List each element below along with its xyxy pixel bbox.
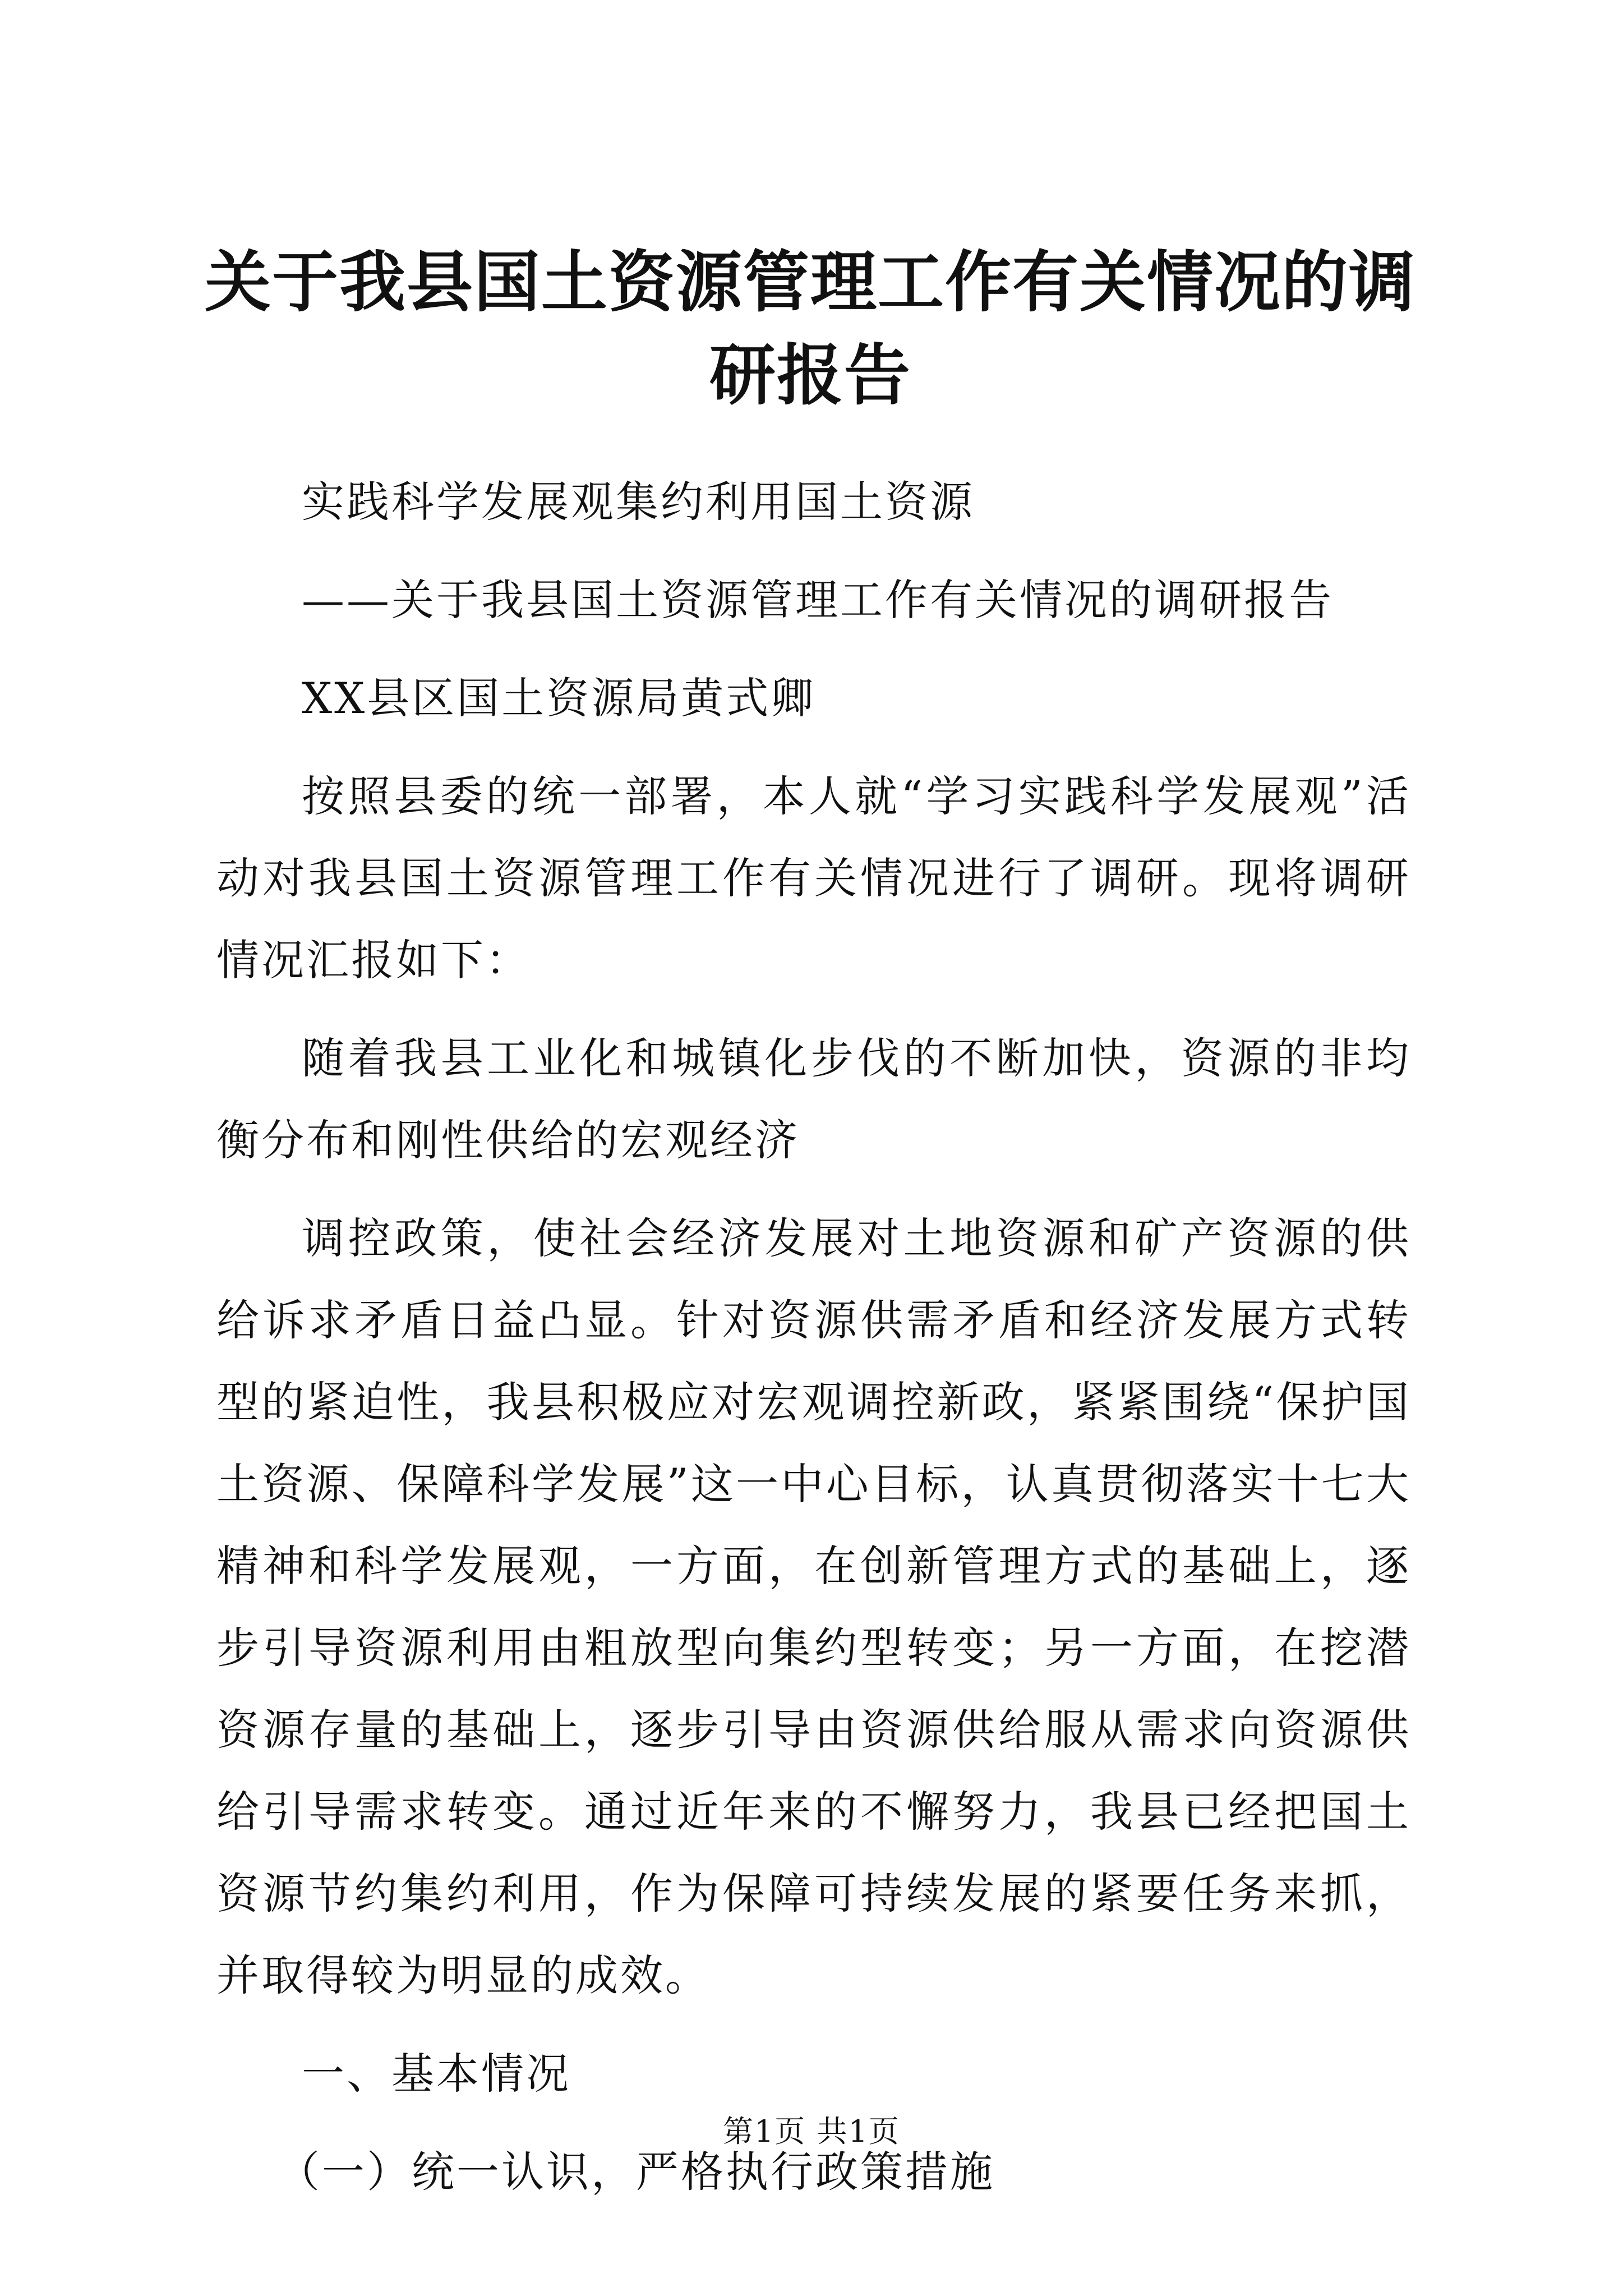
section-heading: 一、基本情况	[302, 2049, 571, 2099]
document-title: 关于我县国土资源管理工作有关情况的调研报告	[204, 243, 1416, 414]
intro-paragraph: 按照县委的统一部署，本人就“学习实践科学发展观”活动对我县国土资源管理工作有关情况进行了调研。现将调研情况汇报如下：	[216, 771, 1411, 985]
author-line: XX县区国土资源局黄式卿	[302, 673, 816, 723]
subsection-heading: （一）统一认识，严格执行政策措施	[277, 2147, 995, 2197]
context-paragraph: 随着我县工业化和城镇化步伐的不断加快，资源的非均衡分布和刚性供给的宏观经济	[216, 1033, 1411, 1165]
page-footer: 第1页 共1页	[723, 2114, 900, 2149]
subtitle-line: 实践科学发展观集约利用国土资源	[302, 477, 975, 527]
subtitle-dash-line: ——关于我县国土资源管理工作有关情况的调研报告	[302, 575, 1334, 625]
policy-paragraph: 调控政策，使社会经济发展对土地资源和矿产资源的供给诉求矛盾日益凸显。针对资源供需矛盾和经济发展方式转型的紧迫性，我县积极应对宏观调控新政，紧紧围绕“保护国土资源、保障科学发展”这一中心目标，认真贯彻落实十七大精神和科学发展观，一方面，在创新管理方式的基础上，逐步引导资源利用由粗放型向集约型转变；另一方面，在挖潜资源存量的基础上，逐步引导由资源供给服从需求向资源供给引导需求转变。通过近年来的不懈努力，我县已经把国土资源节约集约利用，作为保障可持续发展的紧要任务来抓，并取得较为明显的成效。	[216, 1213, 1411, 2000]
document-body	[216, 461, 1411, 2213]
